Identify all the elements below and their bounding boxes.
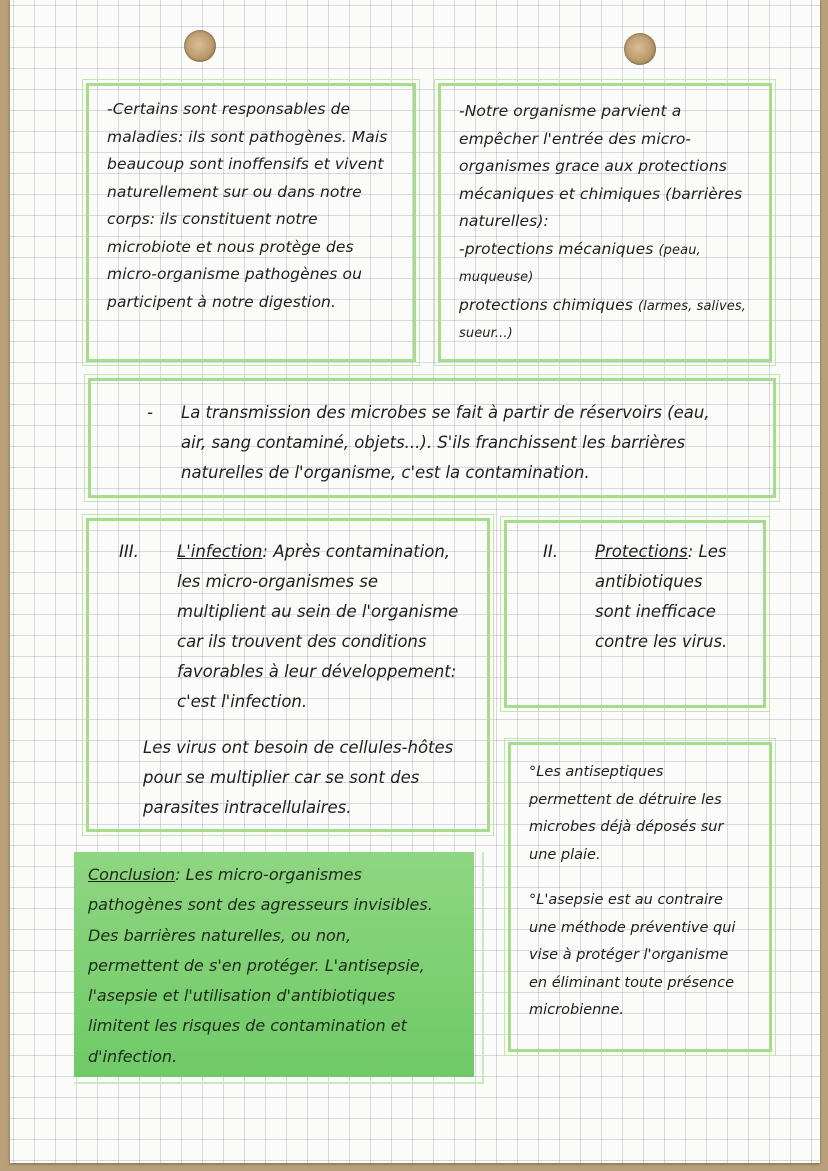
protections-line [595,537,727,567]
virus-line: Les virus ont besoin de cellules-hôtes [143,738,454,757]
microbiote-line: maladies: ils sont pathogènes. Mais [107,127,388,146]
chimiques-label: protections chimiques [459,295,638,314]
asepsie-line: en éliminant toute présence [529,974,735,991]
infection-line: multiplient au sein de l'organisme [177,602,459,621]
barrieres-line: -Notre organisme parvient a [459,102,682,120]
infection-line: favorables à leur développement: [177,662,457,681]
antiseptiques-line: permettent de détruire les [529,791,722,808]
conclusion-line: l'asepsie et l'utilisation d'antibiotiques [88,986,396,1006]
asepsie-line: vise à protéger l'organisme [529,947,729,963]
infection-line-rest: : Après contamination, [262,542,451,561]
microbiote-line: beaucoup sont inoffensifs et vivent [107,155,384,173]
box-protections [504,520,766,708]
barrieres-line: muqueuse) [459,270,534,285]
conclusion-heading: Conclusion [88,865,176,884]
microbiote-line: -Certains sont responsables de [107,100,351,118]
antiseptiques-line: °Les antiseptiques [529,764,664,780]
punch-hole-right [624,33,656,65]
asepsie-line: une méthode préventive qui [529,919,736,936]
microbiote-line: microbiote et nous protège des [107,237,354,256]
barrieres-line: empêcher l'entrée des micro- [459,129,692,148]
protections-line: contre les virus. [595,632,728,651]
barrieres-line: mécaniques et chimiques (barrières [459,184,743,203]
punch-hole-left [184,30,216,62]
virus-line: pour se multiplier car se sont des [143,768,420,787]
virus-line: parasites intracellulaires. [143,798,352,817]
conclusion-box [74,852,474,1077]
infection-numeral: III. [119,542,139,561]
conclusion-line: d'infection. [88,1046,178,1066]
barrieres-line: organismes grace aux protections [459,157,727,175]
asepsie-line: microbienne. [529,1002,625,1018]
microbiote-line: naturellement sur ou dans notre [107,182,362,201]
transmission-line: air, sang contaminé, objets...). S'ils franchissent les barrières [181,433,686,452]
conclusion-line: limitent les risques de contamination et [88,1016,407,1036]
infection-line: les micro-organismes se [177,572,379,591]
protections-line-rest: : Les [687,542,727,561]
transmission-dash: - [147,403,153,422]
microbiote-line: micro-organisme pathogènes ou [107,265,363,283]
box-barrieres [438,83,772,362]
conclusion-line: pathogènes sont des agresseurs invisibles. [88,895,433,915]
microbiote-line: corps: ils constituent notre [107,210,318,228]
antiseptiques-line: une plaie. [529,846,601,863]
infection-heading: L'infection [177,542,263,561]
barrieres-line: naturelles): [459,212,549,230]
conclusion-line [88,860,460,890]
infection-line: c'est l'infection. [177,692,308,711]
box-antiseptiques [508,742,772,1052]
chimiques-examples: (larmes, salives, [637,298,746,314]
box-microbiote [86,83,416,362]
conclusion-line: Des barrières naturelles, ou non, [88,925,352,945]
conclusion-line-rest: : Les micro-organismes [175,865,362,884]
mecaniques-examples: (peau, [658,242,701,258]
transmission-line: La transmission des microbes se fait à partir de réservoirs (eau, [181,403,710,422]
protections-line: sont inefficace [595,602,716,621]
protections-line: antibiotiques [595,572,703,591]
barrieres-line [459,292,769,321]
transmission-line: naturelles de l'organisme, c'est la contamination. [181,463,590,482]
protections-heading: Protections [595,542,688,561]
antiseptiques-line: microbes déjà déposés sur [529,819,724,835]
box-infection [86,518,490,832]
box-transmission [88,378,776,498]
microbiote-line: participent à notre digestion. [107,292,336,311]
conclusion-line: permettent de s'en protéger. L'antisepsie, [88,955,425,975]
asepsie-line: °L'asepsie est au contraire [529,892,723,908]
infection-line: car ils trouvent des conditions [177,632,427,651]
infection-line [177,537,458,567]
mecaniques-label: -protections mécaniques [459,239,659,258]
protections-numeral: II. [543,542,558,561]
barrieres-line [459,236,769,265]
barrieres-line: sueur...) [459,326,513,341]
